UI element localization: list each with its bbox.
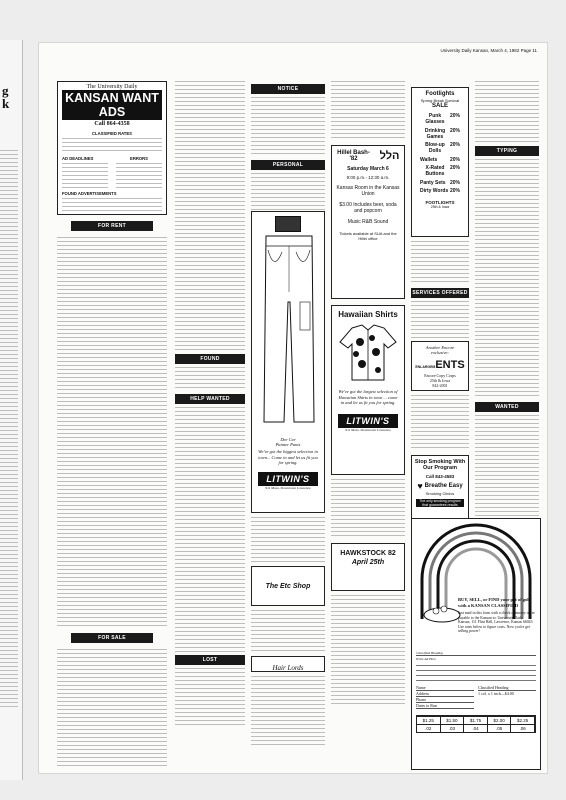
footlights-footer: FOOTLIGHTS	[425, 200, 455, 205]
rate-cell: .03	[441, 725, 465, 732]
name-field[interactable]: Name	[416, 685, 474, 691]
rate-cell: $1.50	[441, 717, 465, 724]
painter-pants-ad	[251, 211, 325, 513]
footlights-item	[412, 113, 468, 125]
encore-brand: ENTS	[435, 359, 465, 371]
lost-listings	[175, 668, 245, 728]
smoking-sub: Smoking Clinics	[425, 491, 455, 496]
rate-row-secondary	[417, 724, 535, 732]
footlights-item	[412, 157, 468, 163]
masthead-box	[57, 81, 167, 215]
previous-page-edge	[0, 40, 23, 780]
section-heading-wanted: WANTED	[475, 402, 539, 412]
footlights-item	[412, 142, 468, 154]
found-ads-text	[62, 198, 162, 214]
wanted-listings	[475, 415, 539, 523]
notice-listings	[251, 97, 325, 157]
rates-heading: CLASSIFIED RATES	[92, 131, 132, 136]
hawaiian-shirt-illustration	[338, 322, 398, 382]
rate-cell: .06	[511, 725, 535, 732]
footlights-item-name: Drinking Games	[424, 127, 446, 140]
for-sale-listings	[57, 649, 167, 769]
hawaiian-title: Hawaiian Shirts	[338, 310, 398, 319]
hillel-tickets: Tickets available at SUA and the Hillel office	[339, 231, 397, 241]
pants-caption-1: Dee Cee	[280, 437, 296, 442]
footlights-item-discount: 20%	[449, 113, 460, 119]
smoking-call: Call 843-4583	[425, 474, 455, 479]
footlights-item-discount: 20%	[449, 165, 460, 171]
footlights-item-name: Punk Glasses	[425, 113, 445, 125]
encore-brand-prefix: ENLARGEM	[415, 365, 436, 369]
phone-field[interactable]: Phone	[416, 697, 474, 703]
rate-cell: $2.25	[511, 717, 535, 724]
rate-cell: .04	[464, 725, 488, 732]
column-6	[475, 81, 539, 523]
litwins-logo: LITWIN'S	[338, 414, 398, 428]
pants-label-patch	[275, 216, 301, 232]
rate-row-primary	[417, 716, 535, 724]
hillel-price: $3.00 Includes beer, soda and popcorn	[339, 202, 397, 214]
column-4-listings-mid	[331, 479, 405, 539]
column-2	[175, 81, 245, 728]
footlights-item-name: Dirty Words	[420, 188, 449, 194]
column-5-listings-mid	[411, 395, 469, 451]
etc-shop-ad	[251, 566, 325, 606]
rate-cell: $2.00	[488, 717, 512, 724]
encore-line-1: Another Encore	[425, 345, 455, 350]
footlights-item-discount: 20%	[449, 156, 460, 163]
footlights-item	[412, 180, 468, 186]
hawkstock-ad	[331, 543, 405, 591]
litwins-logo: LITWIN'S	[258, 472, 318, 486]
footlights-address: 25th & Iowa	[430, 205, 450, 209]
smoking-tag: The only smoking program that guarantees results	[416, 499, 464, 507]
footlights-item	[412, 165, 468, 177]
column-3	[251, 81, 325, 746]
heart-icon: ♥	[417, 481, 423, 491]
masthead-university: The University Daily	[86, 84, 138, 90]
previous-page-fragment: k	[2, 96, 10, 111]
section-heading-services-offered: SERVICES OFFERED	[412, 290, 468, 296]
classified-display-rate: 1 col. x 1 inch—$4.00	[478, 691, 514, 696]
encore-line-2: exclusive:	[431, 350, 449, 355]
footlights-item-discount: 20%	[449, 127, 460, 134]
hawaiian-shirts-ad	[331, 305, 405, 475]
column-3-listings-bottom	[251, 676, 325, 746]
etc-shop-logo: The Etc Shop	[265, 582, 311, 590]
order-form-instructions: Just mail in this form with a check or money order payable to the Kansan to: University Daily Kansan, 111 Flint Hall, Lawrence, Kansas 66045. Use rates below to figure costs. Now you're get selling power!	[458, 611, 535, 634]
encore-store: Encore Copy Corps	[424, 373, 456, 378]
hillel-time: 9:00 p.m.- 12:30 a.m.	[346, 175, 390, 180]
stop-smoking-ad	[411, 455, 469, 519]
hair-lords-logo: Hair Lords	[272, 664, 304, 672]
section-heading-for-rent: FOR RENT	[71, 221, 153, 231]
deadlines-text	[62, 163, 108, 189]
pants-caption-2: Painter Pants	[275, 442, 301, 447]
footlights-item	[412, 128, 468, 140]
address-field[interactable]: Address	[416, 691, 474, 697]
column-6-listings-top	[475, 81, 539, 143]
previous-page-text	[0, 150, 18, 710]
painter-pants-illustration	[252, 232, 326, 432]
hillel-date: Saturday March 6	[347, 166, 389, 172]
errors-text	[116, 163, 162, 189]
hillel-bash-ad	[331, 145, 405, 299]
footlights-title: Footlights	[425, 91, 455, 97]
column-5-listings-top	[411, 241, 469, 285]
footlights-item-discount: 20%	[449, 188, 460, 194]
classified-heading-field[interactable]: Classified Heading	[416, 651, 536, 656]
section-heading-help-wanted: HELP WANTED	[175, 394, 245, 404]
footlights-item-name: X-Rated Buttons	[425, 165, 445, 177]
footlights-sale: SALE	[431, 103, 448, 109]
ad-text-lines[interactable]	[416, 661, 536, 683]
section-heading-typing: TYPING	[475, 146, 539, 156]
typing-listings	[475, 159, 539, 399]
column-2-listings-top	[175, 81, 245, 351]
footlights-item-discount: 20%	[449, 179, 460, 186]
errors-heading: ERRORS	[130, 156, 148, 161]
footlights-item-discount: 20%	[449, 142, 460, 148]
rate-cell: $1.25	[417, 717, 441, 724]
pants-ad-body: We've got the biggest selection in town... Come in and let us fit you for spring.	[258, 449, 318, 465]
litwins-address: 911 Mass. Downtown Lawrence	[345, 427, 391, 432]
section-heading-for-sale: FOR SALE	[71, 633, 153, 643]
hillel-music: Music R&B Sound	[347, 219, 389, 225]
personal-listings	[251, 173, 325, 211]
found-ads-heading: FOUND ADVERTISEMENTS	[62, 191, 117, 196]
services-listings	[411, 301, 469, 341]
smoking-title: Stop Smoking With Our Program	[414, 459, 466, 471]
encore-phone: 842-2001	[432, 383, 448, 388]
classified-order-form	[411, 518, 541, 770]
for-rent-listings	[57, 237, 167, 627]
section-heading-personal: PERSONAL	[251, 160, 325, 170]
dates-to-run-field[interactable]: Dates to Run	[416, 703, 474, 709]
column-4-listings-bottom	[331, 595, 405, 705]
column-3-listings-mid	[251, 517, 325, 562]
newspaper-page	[38, 42, 548, 774]
column-3-listings-low	[251, 610, 325, 652]
rates-table	[62, 138, 162, 154]
section-heading-found: FOUND	[175, 354, 245, 364]
masthead-title: KANSAN WANT ADS	[62, 90, 162, 120]
found-listings	[175, 367, 245, 391]
litwins-address: 911 Mass. Downtown Lawrence	[265, 485, 311, 490]
section-heading-lost: LOST	[175, 655, 245, 665]
smoking-name: Breathe Easy	[424, 483, 463, 489]
hawaiian-body: We've got the largest selection of Hawaiian Shirts in town ... come in and let us fit you for spring.	[338, 389, 398, 405]
previous-page-fragment: g	[2, 83, 9, 98]
footlights-item-name: Wallets	[420, 156, 438, 163]
order-form-heading: BUY, SELL, or FIND your pot of gold with a KANSAN CLASSIFIED	[458, 597, 532, 608]
section-heading-notice: NOTICE	[251, 84, 325, 94]
deadlines-heading: AD DEADLINES	[62, 156, 94, 161]
footlights-item	[412, 188, 468, 194]
column-4-listings-top	[331, 81, 405, 141]
masthead-phone: Call 864-4358	[94, 121, 130, 127]
hillel-place: Kansas Room in the Kansas Union	[336, 185, 400, 197]
hawkstock-date: April 25th	[351, 559, 385, 566]
write-ad-label: Write Ad Here	[416, 657, 437, 661]
rate-cell: .05	[488, 725, 512, 732]
encore-enlargements-ad	[411, 341, 469, 391]
footlights-subtitle: Spring Break Survival	[420, 98, 460, 103]
rate-cell: .02	[417, 725, 441, 732]
page-header: University Daily Kansan, March 4, 1982 Page 11	[440, 48, 537, 53]
hawkstock-title: HAWKSTOCK 82	[340, 550, 396, 557]
classified-display-heading: Classified Heading	[478, 685, 536, 691]
footlights-item-list	[412, 113, 468, 194]
encore-address: 25th & Iowa	[429, 378, 451, 383]
column-4	[331, 81, 405, 705]
footlights-ad	[411, 87, 469, 237]
rate-cell: $1.75	[464, 717, 488, 724]
rate-table	[416, 715, 536, 733]
hillel-title: Hillel Bash-'82	[337, 150, 370, 162]
footlights-item-name: Blow-up Dolls	[425, 142, 445, 154]
help-wanted-listings	[175, 407, 245, 652]
column-1	[57, 81, 167, 769]
hair-lords-ad	[251, 656, 325, 672]
hillel-hebrew-logo: הלל	[379, 150, 400, 162]
footlights-item-name: Panty Sets	[420, 179, 446, 186]
